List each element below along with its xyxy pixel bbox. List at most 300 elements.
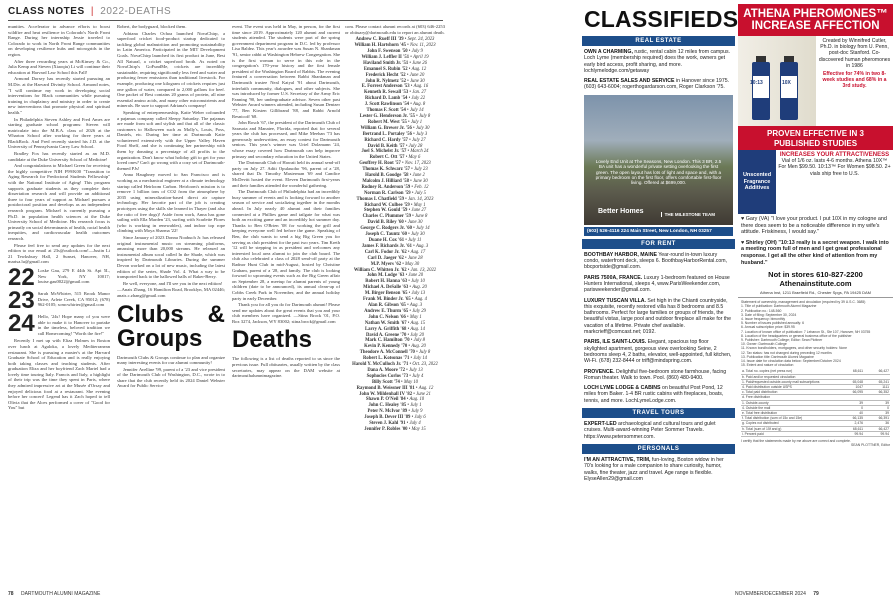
death-entry: George C. Rodgers Jr. '60 • July 14 <box>360 226 430 232</box>
table-cell: 40 <box>838 411 864 416</box>
death-name: Raymond B. Weissner III '81 <box>356 385 415 391</box>
ad-middle <box>738 150 893 214</box>
column-3 <box>232 24 340 584</box>
table-cell: 99.94 <box>864 431 890 436</box>
page-number: 79 <box>813 591 819 597</box>
death-entry: Shawn P. O'Neil '84 • Aug. 10 <box>365 397 425 403</box>
death-date: Aug. 20 <box>412 285 427 291</box>
table-cell: 68,611 <box>838 426 864 431</box>
death-date: July 20 <box>410 332 424 338</box>
class-year-number: 24 <box>8 313 35 337</box>
table-cell: 65,048 <box>838 379 864 384</box>
death-date: Sept. 24, 2023 <box>407 37 435 43</box>
death-entry: Norman R. Carlson '59 • July 5 <box>364 190 426 196</box>
statement-line: 11. Known bondholders, mortgagees, and other security holders: None <box>741 346 848 351</box>
death-entry: Steven J. Kahl '91 • July 4 <box>369 421 421 427</box>
classified-ad <box>584 252 733 271</box>
ad-text: Set high in the Chianti countryside, this exquisite, recently restored villa has 8 bedrooms and 8.5 bathrooms. Perfect for large families or groups of friends, the beautiful vistas, large pool and outdoor fireplace all make for the vacation of a lifetime. Private chef available. markcrieff@comcast.net; 0192. <box>584 297 732 336</box>
death-entry: Theodore A. McConnell '70 • July 8 <box>359 350 431 356</box>
table-row <box>741 431 890 436</box>
section-header <box>8 6 171 17</box>
ad-headline: ATHENA PHEROMONES™ INCREASE AFFECTION <box>738 4 893 36</box>
death-entry: Joel S. Michelst Jr. '57 • March 24 <box>361 149 429 155</box>
death-date: June 21 <box>416 391 431 397</box>
death-name: Geoffrey H. Root '57 <box>359 161 401 167</box>
death-name: Steven J. Kahl '91 <box>369 421 406 427</box>
death-name: John M. Lodge '63 <box>366 273 405 279</box>
death-entry: John F. Swenson '50 • July 9 <box>367 49 423 54</box>
ownership-statement <box>738 298 893 449</box>
ad-lead: LOCH LYME LODGE & CABINS <box>584 385 661 392</box>
death-name: William G. Brewer Jr. '56 <box>360 125 412 131</box>
ad-lead: BOOTHBAY HARBOR, MAINE <box>584 251 657 258</box>
classified-ad <box>584 369 733 382</box>
death-name: Nathan W. Smith '67 <box>364 320 407 326</box>
death-date: Jan. 14, 2023 <box>407 196 434 202</box>
paragraph: Bradley Fox has recently started as an M.D. candidate at the Duke University School of Medicine! <box>8 151 110 162</box>
death-entry: David B. Keith '57 • July 28 <box>367 143 423 149</box>
paragraph: John Rosch '67, the president of the Dartmouth Club of Sarasota and Manatee, Florida, reported that for several years the club has processed, and Mike Meehan '73 has generously underwritten, an essay contest for Dartmouth seniors. This year's winner was Uriel Dolzmann '24, whose essay covered how Dartmouth can help improve primary and secondary education in the United States. <box>232 120 340 159</box>
death-date: July 14 <box>415 226 430 232</box>
death-name: Harold B. Goodge '58 <box>365 173 409 179</box>
death-entry: Richard D. Lamb '54 • July 22 <box>364 96 426 102</box>
column-1 <box>8 24 110 584</box>
death-entry: Joseph C. Tauntz '60 • July 30 <box>365 232 425 238</box>
circulation-table <box>741 369 890 437</box>
death-date: May 10 <box>403 379 419 385</box>
death-name: J. Scott Rawlinson '54 <box>364 102 410 108</box>
death-entry: E. Forrest Anderson '53 • Aug. 16 <box>361 84 429 90</box>
ad-text: Luxury 1-bedroom featured on House Hunters International, sleeps 4, www.ParisWeekender.com, parisweekender@gmail.com. <box>584 274 730 294</box>
death-date: June 30 <box>412 178 428 184</box>
paragraph: Jennifer Avelline '99, parent of a '23 and vice president of the Dartmouth Club of Washington, D.C., wrote in to share that the club recently held its 2024 Daniel Webster Award for Public Service <box>117 366 225 389</box>
paragraph: And congratulations to Michael Green for receiving the highly competitive NIH F99/K00 "Transition to Aging Research for Predoctoral Students Fellowship" with the National Institute of Aging! This program supports graduate students as they complete their dissertation research and will provide an additional three to four years of support as Michael pursues a postdoctoral position and develops as an independent research program. Michael is currently pursuing a Ph.D. in population health sciences at the Duke University School of Medicine. His research focus is primarily on social determinants of health, racial health inequities, and cardiovascular health outcomes research. <box>8 163 110 241</box>
header-separator: | <box>90 6 95 17</box>
statement-line: 4. Issue frequency: bimonthly <box>741 316 786 321</box>
death-name: Frederick Hecht '52 <box>365 72 406 78</box>
death-name: John C. Healey '85 <box>368 403 407 409</box>
vial-label: 10X <box>782 80 791 86</box>
death-date: Aug. 3 <box>409 302 423 308</box>
column-2 <box>117 24 225 584</box>
classified-ad <box>584 78 733 91</box>
testimonial: ♥ Gary (VA) "I love your product. I put 10X in my cologne and there does seem to be a noticeable difference in my wife's attitude. Friskiness, I would say." <box>741 216 887 236</box>
death-name: Michael A. DeSalle '63 <box>363 285 409 291</box>
death-date: July 22 <box>411 96 426 102</box>
death-date: July 30 <box>415 125 430 131</box>
statement-line: 7. Location of known office of publication: 7 Lebanon St., Ste 107, Hanover, NH 03755 <box>741 329 871 334</box>
death-date: Jan. 27 <box>412 90 427 96</box>
death-entry: John M. Lodge '63 • June 20 <box>366 273 424 279</box>
death-date: Aug. 12 <box>411 66 427 72</box>
paragraph: The Dartmouth Club of Hawaii held its annual send-off party on July 27. Aditi Opulauoho '96, parent of a '28, shared that Dr. Timothy Masterman '69 and Candice McDevitt hosted the event. Eleven Dartmouth first-years and their families attended the wonderful gathering. <box>232 160 340 188</box>
death-name: Carl K. Fodor Jr. '62 <box>364 249 407 255</box>
death-entry: Peter N. McIvor '89 • July 9 <box>367 409 423 415</box>
death-name: M. Birger Benson '65 <box>364 291 408 297</box>
death-date: July 9 <box>411 409 423 415</box>
death-date: Aug. 20 <box>411 344 426 350</box>
death-name: Frank M. Binder Jr. '65 <box>363 297 411 303</box>
deaths-list <box>345 37 445 433</box>
death-entry: Emanuel S. Rubin '52 • Aug. 12 <box>363 66 427 72</box>
death-entry: Rodney R. Anderson '59 • Feb. 12 <box>361 184 429 190</box>
paragraph: Robert, the bodyguard, blocked them. <box>117 24 187 29</box>
proven-banner: PROVEN EFFECTIVE IN 3 <box>738 126 893 139</box>
death-date: May 1 <box>413 202 426 208</box>
death-date: June 20 <box>409 72 425 78</box>
table-cell: e. Total free distribution <box>741 411 838 416</box>
death-name: M.P. Myers '62 <box>370 261 402 267</box>
paragraph: Since January of 2023 Donna Noabuch Jr. has released original instrumental music on streaming platforms, amassing more than 20,000 streams. He released an instrumental album socal called In the Shade, which was inspired by Dartmouth Libraries. During the summer Devon worked on a lot of new music, including the latest edition of the series, Shade Vol. 4. What a way to be transported back to the hallowed halls of Baker-Berry. <box>117 234 225 280</box>
death-name: Malcolm J. Hilliard '58 <box>362 178 409 184</box>
death-date: Aug. 8 <box>413 102 426 108</box>
magazine-name: DARTMOUTH ALUMNI MAGAZINE <box>20 591 101 597</box>
death-date: June 28 <box>407 255 423 261</box>
table-cell: h. Total (sum of 15f and g) <box>741 426 838 431</box>
death-date: July 27 <box>411 137 426 143</box>
death-name: Charles C. Plummer '59 <box>362 214 411 220</box>
death-name: John C. Nelson '66 <box>368 314 406 320</box>
death-date: July 3 <box>415 131 428 137</box>
vial-label: 10:13 <box>750 80 763 86</box>
death-entry: Lester G. Henderson Jr. '55 • July 8 <box>359 113 431 119</box>
personals-band: PERSONALS <box>582 444 735 454</box>
death-entry: David A. Greene '70 • July 20 <box>366 332 424 338</box>
death-entry: Robert H. Hanna '63 • July 10 <box>365 279 425 285</box>
paragraph: Recently I met up with Eliza Holmes in Boston over lunch at Agaloka, a lovely Mediterranean restaurant. She is pursuing a master's at the Harvard Graduate School of Education and is really enjoying both taking classes and teaching students. After graduation Eliza and her boyfriend Zach Martel had a lovely time touring Italy. Francis and Italy, a highlight of their trip was the time they spent in Paris, where they admired impressive art at the Musée d'Orsay and enjoyed delicious food at a restaurant. She evening before her concert! Legend has it Zach hoped to tell Olivia that the Alces performed a cover of "Good for You" but <box>8 338 110 411</box>
death-date: July 5 <box>414 190 426 196</box>
classified-ad <box>584 275 733 294</box>
table-cell: 39 <box>864 411 890 416</box>
statement-line: 9. Publisher: Dartmouth College; Editor: Sean Plottner <box>741 337 823 342</box>
statement-line: 2. Publication no.: 148-560 <box>741 308 782 313</box>
effectiveness-text: Effective for 74% in two 8-week studies and 68% in a 3rd study. <box>822 71 887 90</box>
table-cell: 66,427 <box>864 369 890 374</box>
death-date: Aug. 4 <box>414 297 427 303</box>
death-date: July 4 <box>409 421 421 427</box>
death-name: Robert M. West '55 <box>367 119 407 125</box>
death-entry: John R. Nylmetz '52 • June 30 <box>365 78 425 84</box>
athena-pheromones-ad <box>738 0 893 600</box>
ad-text: on beautiful Post Pond, 12 miles from Baker. 1-4 BR rustic cabins with fireplaces, boats, tennis, and more. LochLymeLodge.com. <box>584 385 724 404</box>
death-date: July 30 <box>411 232 425 238</box>
death-entry: John C. Healey '85 • July 1 <box>368 403 422 409</box>
death-name: George C. Rodgers Jr. '60 <box>360 226 412 232</box>
table-cell: 99.94 <box>838 431 864 436</box>
death-name: Norman R. Carlson '59 <box>364 190 411 196</box>
death-entry: Frederick Hecht '52 • June 20 <box>365 72 425 78</box>
death-name: David B. Riley '60 <box>367 220 404 226</box>
death-name: Peter N. McIvor '89 <box>367 409 408 415</box>
classified-ad <box>584 298 733 336</box>
death-entry: Stephen W. Gould '59 • June 27 <box>363 208 427 214</box>
death-name: Bertrand L. Portaley '56 <box>362 131 412 137</box>
broker-logo: Better Homes <box>598 207 644 215</box>
death-date: July 6 <box>414 415 426 421</box>
death-date: July 8 <box>418 113 431 119</box>
proven-banner-2: PUBLISHED STUDIES <box>738 139 893 150</box>
death-date: Aug. 14 <box>410 326 425 332</box>
death-name: Stephen W. Gould '59 <box>363 208 408 214</box>
death-entry: Larry A. Griffith '68 • Aug. 14 <box>365 326 425 332</box>
table-cell: 4. Paid distribution outside USPS <box>741 385 838 390</box>
death-date: July 13 <box>411 291 426 297</box>
table-cell: 39 <box>838 400 864 405</box>
death-date: Oct. 23, 2022 <box>412 362 438 368</box>
death-date: May 30 <box>405 261 420 267</box>
class-note-text: Loske Gau, 279 E 44th St. Apt 5L, New York, NY 10017; louise.gau0022@gmail.com <box>37 267 110 285</box>
class-note-text: Hello, '24s! Hope many of you were able to make it to Hanover to partake in the timeless, beloved tradition we call Homecoming! "Worth the fire!" <box>37 313 110 336</box>
statement-line: 12. Tax status: has not changed during preceding 12 months <box>741 350 832 355</box>
table-cell: i. Percent paid <box>741 431 838 436</box>
table-cell: 1047 <box>838 385 864 390</box>
death-entry: Andrew E. Thurm '65 • July 29 <box>364 308 426 314</box>
death-name: Joseph C. Tauntz '60 <box>365 232 407 238</box>
statement-title: Statement of ownership, management and circulation (required by 39 U.S.C. 3685) <box>741 300 866 305</box>
death-date: July 14 <box>409 108 424 114</box>
death-entry: Michael A. DeSalle '63 • Aug. 20 <box>363 285 427 291</box>
ad-text: archaeological and cultural tours and gulet cruises. Multi-award-winning Peter Sommer Travels. https://www.petersommer.com. <box>584 421 716 440</box>
death-entry: William J. Leffler II '51 • April 19 <box>361 54 429 60</box>
photo-caption: Lovely End Unit at The Seasons, New London. This 3 BR, 2.5 BA unit has a wonderful private setting overlooking the first green. The open layout has lots of light and space and, with a primary bedroom on the first floor, offers comfortable first-floor living. Offered at $699,000. <box>595 158 722 186</box>
death-name: Haviland Smith Jr. '51 <box>363 60 409 66</box>
classifieds-column <box>582 0 739 600</box>
ad-creator-info <box>816 36 893 126</box>
death-date: June 27 <box>411 208 427 214</box>
ad-lead: REAL ESTATE SALES AND SERVICE <box>584 78 675 85</box>
class-note-23 <box>8 291 110 311</box>
paragraph: Anna Haughney moved to San Francisco and is working as a mechanical engineer at a climate technology startup called Heirloom Carbon. Heirloom's mission is to remove 1 billion tons of CO2 from the atmosphere by 2035 using mineralization-based direct air capture technology. Her favorite part of the job is creating prototypes using the skills she learned in Thayer (and also the ratio of free dogs)! Aside from work, Anna has gone sailing with Ella Marden '23, surfing with Scarlette Flores (who is working in renewables), and indoor top rope climbing with Moya Sharma '22! <box>117 172 225 234</box>
death-entry: Robert M. West '55 • July 1 <box>367 119 423 125</box>
death-date: Aug. 16 <box>413 84 429 90</box>
death-date: Nov. 11, 2023 <box>409 43 436 49</box>
statement-line: 8. Location of the headquarters or general business office of the publisher <box>741 333 852 338</box>
for-rent-band: FOR RENT <box>582 239 735 249</box>
death-entry: Richard W. Culbee '59 • May 1 <box>364 202 426 208</box>
death-name: Richard D. Lamb '54 <box>364 96 408 102</box>
death-date: Feb. 12 <box>414 184 429 190</box>
real-estate-photo-ad <box>584 95 733 225</box>
death-entry: Sophocles Corlos '73 • July 4 <box>366 373 424 379</box>
death-entry: Carl K. Fodor Jr. '62 • Aug. 17 <box>364 249 426 255</box>
death-entry: Carl D. Jaeger '62 • June 28 <box>367 255 423 261</box>
classified-ad <box>584 457 733 482</box>
increases-heading: INCREASES YOUR ATTRACTIVENESS <box>779 152 890 158</box>
death-date: July 1 <box>410 403 422 409</box>
death-entry: Kenneth R. Sewall '53 • Jan. 27 <box>363 90 427 96</box>
death-name: Kevin P. Kennedy '70 <box>364 344 408 350</box>
death-entry: Richard C. Hardy '57 • July 27 <box>364 137 426 143</box>
death-name: Rodney R. Anderson '59 <box>361 184 411 190</box>
death-entry: Dana A. Moore '72 • July 13 <box>367 367 423 373</box>
section-name: CLASS NOTES <box>8 6 85 17</box>
death-name: Thomas F. Scott '54 <box>366 108 406 114</box>
class-note-24 <box>8 314 110 336</box>
death-date: June 30 <box>409 78 425 84</box>
death-entry: William G. Brewer Jr. '56 • July 30 <box>360 125 430 131</box>
table-cell: 65,241 <box>864 379 890 384</box>
ad-lead: PROVENCE. <box>584 368 615 375</box>
death-entry: Thomas I. Chatfield '59 • Jan. 14, 2023 <box>356 196 434 202</box>
table-cell: 68,611 <box>838 369 864 374</box>
death-entry: Robert L. Kotsonas '71 • July 14 <box>362 356 428 362</box>
death-name: Thomas K. Schwarz '57 <box>362 167 410 173</box>
death-entry: Harold Y. McCulloch Jr. '71 • Oct. 23, 2022 <box>352 362 438 368</box>
ad-text: Elegant, spacious top floor skylighted apartment, gorgeous view overlooking Seine, 2 bedrooms sleep 4, 2 baths, elevator, well-appointed, full kitchen, Wi-Fi. (678) 232-8444 or triff@mindspring.com. <box>584 339 732 365</box>
death-entry: William H. Hartshorn '45 • Nov. 11, 2023 <box>354 43 436 49</box>
statement-line: 13. Publication title: Dartmouth Alumni Magazine <box>741 354 814 359</box>
death-name: Billy Scott '74 <box>371 379 400 385</box>
death-name: Theodore A. McConnell '70 <box>359 350 415 356</box>
death-name: David A. Greene '70 <box>366 332 407 338</box>
statement-line: 5. Number of issues published annually: 6 <box>741 321 804 326</box>
death-name: Joseph B. Dever III '89 <box>364 415 411 421</box>
column-4-deaths-list <box>345 24 445 584</box>
paragraph: Thank you for all you do for Dartmouth alumni! Please send me updates about the great events that you and your club members have organized. —Stina Brock '01, P.O. Box 3274, Jackson, WY 83002; stina.brock@gmail.com <box>232 302 340 324</box>
paragraph: Dartmouth Clubs & Groups continue to plan and organize many interesting events for our alumni community! <box>117 354 225 366</box>
table-cell: 0 <box>864 405 890 410</box>
statement-line: 3. Date of filing: September 30, 2024 <box>741 312 797 317</box>
ad-text: Delightful five-bedroom stone farmhouse, facing Roman theater. Walk to town. Pool. (860) 480-9400. <box>584 368 727 381</box>
paragraph: After three rewarding years at McKinsey & Co., Julia Kemp and Steven (Xiaoqiu) Li will continue their education at Harvard Law School this Fall! <box>8 58 110 75</box>
death-entry: Billy Scott '74 • May 10 <box>371 379 419 385</box>
death-entry: Joseph B. Dever III '89 • July 6 <box>364 415 426 421</box>
signoff: —Anais Zhang, 16 Hamilton Road, Brooklyn, MA 02446; anais.c.zhang@gmail.com <box>117 287 225 298</box>
ad-lead: EXPERT-LED <box>584 421 617 428</box>
death-name: William C. Whitten Jr. '62 <box>353 267 407 273</box>
death-date: Aug. 3 <box>415 243 429 249</box>
death-date: Jan. 13, 2022 <box>410 267 437 273</box>
table-cell: 4. Outside the mail <box>741 405 838 410</box>
table-cell: d. Free distribution <box>741 395 838 400</box>
table-cell: 1111 <box>864 385 890 390</box>
death-entry: Alan R. Gibson '65 • Aug. 3 <box>367 302 423 308</box>
team-logo: THE MILESTONE TEAM <box>661 212 715 217</box>
statement-lines <box>741 304 890 367</box>
classified-ad <box>584 49 733 74</box>
paragraph: Speaking of entrepreneurship, Katie Weber cofounded a pajamas company called Sleepy Saturday. The pajamas are made from soft and stylish and that all of the classic customers to Halloween such as Molly's, Louis, Poss, Daniels, etc. During her time at Dartmouth Katie volunteered extensively with the Upper Valley Haven Food Shelf, and she is continuing her partnership with them by donating a percentage of all profits to the organization. Don't know what holiday gift to get for your loved ones? Can't go wrong with a cozy set of Dartmouth-themed PJs! <box>117 109 225 171</box>
death-date: Aug. 15 <box>410 320 426 326</box>
table-cell: 66,135 <box>838 416 864 421</box>
death-date: Aug. 12 <box>418 385 434 391</box>
death-date: Aug. 10 <box>409 397 425 403</box>
vial-icon <box>780 62 798 120</box>
death-entry: Robert C. Ott '57 • May 6 <box>369 155 421 161</box>
issue-date: NOVEMBER/DECEMBER 2024 <box>735 591 806 597</box>
death-date: Aug. 17 <box>410 249 426 255</box>
ad-lead: PARIS 7500A, FRANCE. <box>584 274 643 281</box>
death-entry: Charles C. Plummer '59 • June 8 <box>362 214 428 220</box>
table-cell: 0 <box>838 405 864 410</box>
death-entry: Andrew C. Rueff III '39 • Sept. 24, 2023 <box>355 37 435 43</box>
death-name: William J. Leffler II '51 <box>361 54 410 60</box>
paragraph: Be well, everyone, and I'll see you in the next edition! <box>123 280 223 286</box>
death-name: Shawn P. O'Neil '84 <box>365 397 406 403</box>
death-entry: Frank M. Binder Jr. '65 • Aug. 4 <box>363 297 427 303</box>
death-entry: John W. Mildenhall IV '82 • June 21 <box>359 391 431 397</box>
death-name: Richard W. Culbee '59 <box>364 202 410 208</box>
table-cell: 1. Outside-county <box>741 400 838 405</box>
death-name: E. Forrest Anderson '53 <box>361 84 410 90</box>
death-name: Robert L. Kotsonas '71 <box>362 356 410 362</box>
death-name: Jennifer P. Robles '00 <box>364 427 408 432</box>
classifieds-title: CLASSIFIEDS <box>584 6 739 32</box>
death-name: Harold Y. McCulloch Jr. '71 <box>352 362 409 368</box>
statement-line: 10. Owner: Dartmouth College <box>741 342 787 347</box>
death-date: May 1 <box>409 314 422 320</box>
death-entry: M.P. Myers '62 • May 30 <box>370 261 420 267</box>
death-entry: Bertrand L. Portaley '56 • July 3 <box>362 131 428 137</box>
death-name: Carl D. Jaeger '62 <box>367 255 404 261</box>
death-entry: Thomas F. Scott '54 • July 14 <box>366 108 424 114</box>
statement-line: 1. Title of publication: Dartmouth Alumni Magazine <box>741 304 817 309</box>
paragraph: event. The event was held in May, in person, for the first time since 2019. Approximately 120 alumni and current students attended. The students were part of the spring government department program in D.C. led by professor Lisa Baldez. This year's awardee was Susan N. Shankman '91, senior rabbi at Washington Hebrew Congregation. She is the first woman to serve in this role in the congregation's 170-year history and the first female president of the Washington Board of Rabbis. The evening featured a conversation between Rabbi Shankman and Dartmouth trustee Neal Katyal '91 about Dartmouth, interfaith community, dialogues, and other subjects. She was introduced by former U.S. Secretary of the Army Eric Fanning '90, her undergraduate advisor. Seven other past Webster Award winners attended, including Susan Dentzer '77, Ben Kirsten Gillibrand '88, and Rabbi Arnold Resnicoff '68. <box>232 24 340 119</box>
price-text: Vial of 1/6 oz. lasts 4-6 months. Athena 10X™ For Men $99.50. 10:13™ For Women $98.50. 2+ vials ship free to U.S. <box>778 158 891 177</box>
death-date: May 6 <box>408 155 421 161</box>
death-name: Andrew E. Thurm '65 <box>364 308 409 314</box>
left-footer <box>8 591 100 597</box>
page-number: 78 <box>8 591 14 597</box>
order-info: Not in stores 610-827-2200 Athenainstitute.com <box>768 270 863 289</box>
class-note-text: Sarah McWhirter, 515 Brook Manor Drive, Arlete Creek, CA 95012; (678) 962-0105; scmcwhirter@gmail.com <box>37 290 110 308</box>
death-name: John W. Mildenhall IV '82 <box>359 391 413 397</box>
ad-text: rustic, rental cabin 12 miles from campus. Loch Lyme (membership required) does the work, owners get early bird access, profit sharing, and more. lochlymelodge.com/getaway <box>584 49 731 74</box>
table-cell: a. Total no. copies (net press run) <box>741 369 838 374</box>
death-date: July 28 <box>408 143 423 149</box>
header-rule <box>8 20 443 21</box>
death-entry: Haviland Smith Jr. '51 • June 26 <box>363 60 427 66</box>
table-cell: f. Total distribution (sum of 15c and 15e) <box>741 416 838 421</box>
death-entry: Raymond B. Weissner III '81 • Aug. 12 <box>356 385 434 391</box>
death-entry: John C. Nelson '66 • May 1 <box>368 314 422 320</box>
death-date: March 24 <box>410 149 429 155</box>
death-entry: Nathan W. Smith '67 • Aug. 15 <box>364 320 426 326</box>
death-entry: William C. Whitten Jr. '62 • Jan. 13, 2022 <box>353 267 437 273</box>
ad-text: fun-loving, Boston widow in her 70's looking for a male companion to share curiosity, humor, walks, fine theater, jazz and travel. Age range is flexible. ElyseAllen29@gmail.com <box>584 456 724 482</box>
death-date: May 15 <box>411 427 426 432</box>
ad-prices <box>776 150 893 214</box>
death-entry: Malcolm J. Hilliard '58 • June 30 <box>362 178 428 184</box>
broker-contact: (603) 526-4116 224 Main Street, New London, NH 03257 <box>584 227 733 236</box>
paragraph: munities. Accelerator to advance efforts to boost wildfire and heat resilience in Colorado's North Front Range. During her internship Jessie traveled to Colorado to work in North Front Range communities on developing resilience hubs and microgrids in the region. <box>8 24 110 57</box>
ad-lead: I'M AN ATTRACTIVE, TRIM, <box>584 456 651 463</box>
testimonial: ♥ Shirley (OH) "10:13 really is a secret weapon. I walk into a meeting room full of men and I get great professional response. I get all the other kind of attention from my husband." <box>741 239 889 266</box>
travel-tours-band: TRAVEL TOURS <box>582 408 735 418</box>
death-date: June 8 <box>414 214 428 220</box>
clubs-groups-title: Clubs & Groups <box>117 300 225 352</box>
death-date: July 4 <box>412 373 424 379</box>
table-cell: 66,391 <box>864 416 890 421</box>
real-estate-band: REAL ESTATE <box>582 36 735 46</box>
death-date: July 23 <box>414 167 428 173</box>
death-entry: Geoffrey H. Root '57 • Nov. 17, 2023 <box>359 161 431 167</box>
certification: I certify that the statements made by me above are correct and complete. <box>741 439 851 444</box>
death-date: July 13 <box>409 367 423 373</box>
death-name: Robert H. Hanna '63 <box>365 279 408 285</box>
ad-lead: LUXURY TUSCAN VILLA. <box>584 297 646 304</box>
paragraph: Armond Dorsey has recently started pursuing an M.Div. at the Harvard Divinity School. Armond notes, "I will continue my work in developing social interventions for Black communities while pursuing training in chaplaincy and ministry in order to create new interventions that promote physical and spiritual health." <box>8 76 110 115</box>
class-year-number: 22 <box>8 267 35 288</box>
table-cell: 66,352 <box>864 390 890 395</box>
death-name: Andrew C. Rueff III '39 <box>355 37 404 43</box>
death-date: July 9 <box>411 49 423 54</box>
ad-lead: PARIS, ILE SAINT-LOUIS. <box>584 339 647 346</box>
table-cell: 66,095 <box>838 390 864 395</box>
classified-ad <box>584 421 733 440</box>
death-entry: J. Scott Rawlinson '54 • Aug. 8 <box>364 102 426 108</box>
death-name: David B. Keith '57 <box>367 143 405 149</box>
paragraph: com. Please contact alumni records at (603) 646-2253 or obituary@dartmouth.edu to report an alumni death. <box>345 24 445 35</box>
